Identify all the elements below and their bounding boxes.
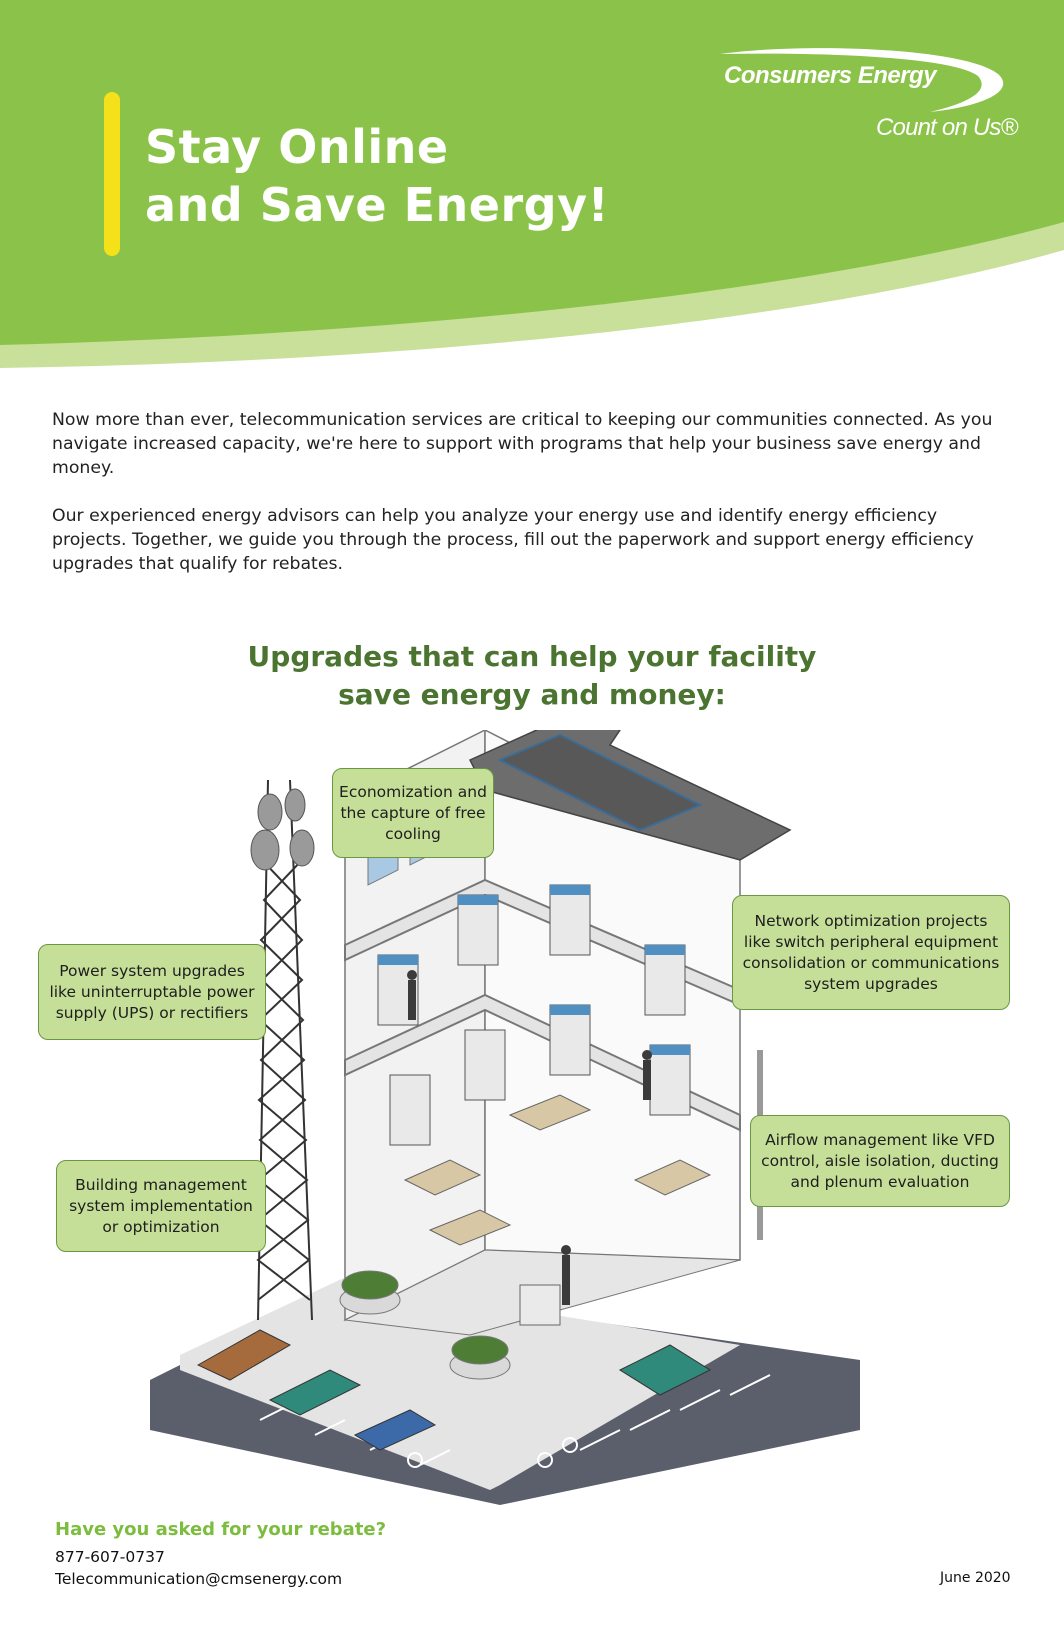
contact-email[interactable]: Telecommunication@cmsenergy.com [55,1570,343,1588]
upgrades-heading-line-2: save energy and money: [338,678,726,711]
title-line-1: Stay Online [145,120,449,174]
page-title [145,118,609,234]
consumers-energy-logo[interactable] [716,44,1016,154]
upgrades-heading [0,638,1064,714]
callout-airflow-management: Airflow management like VFD control, aisle isolation, ducting and plenum evaluation [750,1115,1010,1207]
upgrades-heading-line-1: Upgrades that can help your facility [247,640,817,673]
logo-wordmark: Consumers Energy [724,62,937,89]
title-line-2: and Save Energy! [145,178,610,232]
accent-bar [104,92,120,256]
callout-building-management: Building management system implementation or optimization [56,1160,266,1252]
callout-power-system: Power system upgrades like uninterruptable power supply (UPS) or rectifiers [38,944,266,1040]
logo-tagline: Count on Us® [876,114,1018,141]
printer [520,1285,560,1325]
callout-network-optimization: Network optimization projects like switch peripheral equipment consolidation or communications system upgrades [732,895,1010,1010]
intro-paragraph-2: Our experienced energy advisors can help you analyze your energy use and identify energy efficiency projects. Together, we guide you through the process, fill out the paperwork and support energy efficiency upgrades that qualify for rebates. [52,506,974,574]
header-banner [0,0,1064,370]
contact-phone[interactable]: 877-607-0737 [55,1548,165,1566]
intro-paragraph-1: Now more than ever, telecommunication services are critical to keeping our communities connected. As you navigate increased capacity, we're here to support with programs that help your business save energy and money. [52,410,993,478]
callout-economization: Economization and the capture of free cooling [332,768,494,858]
antenna-dishes [251,789,314,870]
rebate-heading: Have you asked for your rebate? [55,1519,387,1540]
intro-text [52,408,1017,600]
publication-date: June 2020 [940,1570,1011,1586]
